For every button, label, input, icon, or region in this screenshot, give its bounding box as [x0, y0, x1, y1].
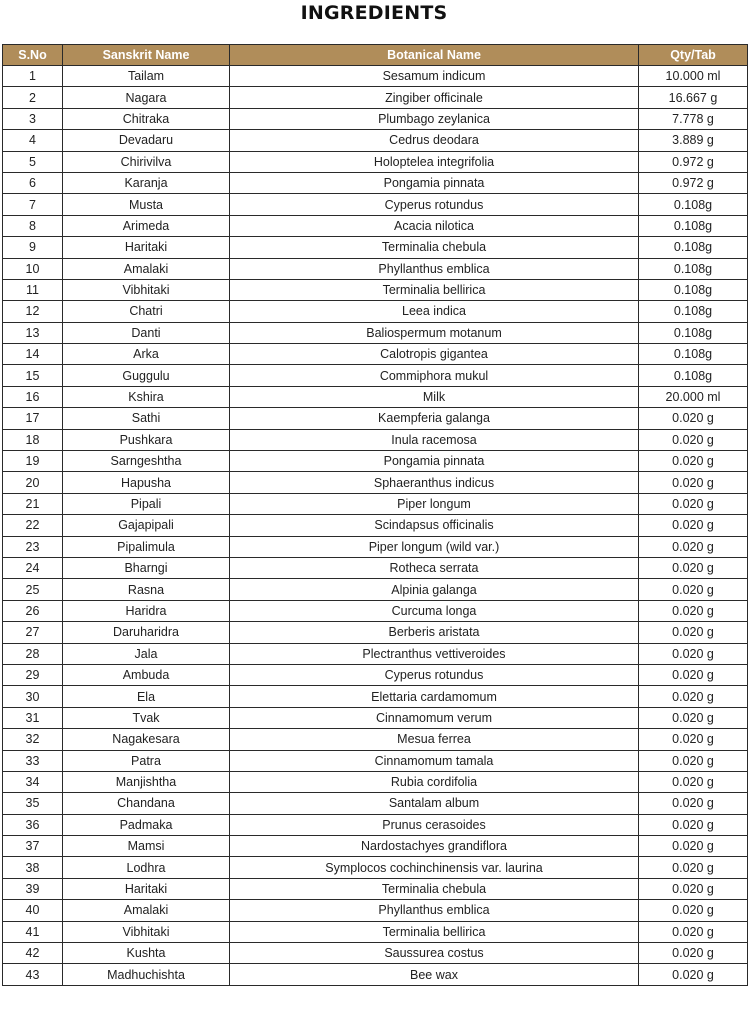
cell-qty-tab: 0.020 g [639, 664, 748, 685]
cell-qty-tab: 0.020 g [639, 600, 748, 621]
ingredients-table [2, 44, 748, 986]
cell-sanskrit-name: Jala [63, 643, 230, 664]
cell-qty-tab: 0.108g [639, 215, 748, 236]
cell-qty-tab: 0.020 g [639, 964, 748, 985]
cell-qty-tab: 0.020 g [639, 686, 748, 707]
cell-botanical-name: Elettaria cardamomum [230, 686, 639, 707]
cell-qty-tab: 0.020 g [639, 793, 748, 814]
cell-qty-tab: 0.108g [639, 237, 748, 258]
table-row [3, 87, 748, 108]
cell-botanical-name: Berberis aristata [230, 622, 639, 643]
cell-qty-tab: 0.020 g [639, 707, 748, 728]
cell-sanskrit-name: Danti [63, 322, 230, 343]
cell-sanskrit-name: Musta [63, 194, 230, 215]
cell-qty-tab: 0.020 g [639, 750, 748, 771]
table-row [3, 964, 748, 985]
cell-sanskrit-name: Devadaru [63, 130, 230, 151]
cell-botanical-name: Plumbago zeylanica [230, 108, 639, 129]
cell-sno: 33 [3, 750, 63, 771]
table-row [3, 664, 748, 685]
cell-botanical-name: Commiphora mukul [230, 365, 639, 386]
cell-sanskrit-name: Pushkara [63, 429, 230, 450]
cell-qty-tab: 0.020 g [639, 557, 748, 578]
cell-botanical-name: Cinnamomum tamala [230, 750, 639, 771]
table-row [3, 258, 748, 279]
cell-qty-tab: 0.020 g [639, 643, 748, 664]
table-row [3, 536, 748, 557]
header-botanical-name: Botanical Name [230, 45, 639, 66]
cell-sno: 35 [3, 793, 63, 814]
cell-sanskrit-name: Padmaka [63, 814, 230, 835]
table-row [3, 408, 748, 429]
table-row [3, 686, 748, 707]
cell-sno: 15 [3, 365, 63, 386]
table-row [3, 900, 748, 921]
cell-qty-tab: 0.108g [639, 344, 748, 365]
cell-qty-tab: 0.020 g [639, 536, 748, 557]
cell-qty-tab: 16.667 g [639, 87, 748, 108]
cell-botanical-name: Baliospermum motanum [230, 322, 639, 343]
cell-sno: 38 [3, 857, 63, 878]
cell-sno: 23 [3, 536, 63, 557]
table-row [3, 750, 748, 771]
cell-sanskrit-name: Madhuchishta [63, 964, 230, 985]
table-row [3, 386, 748, 407]
table-row [3, 172, 748, 193]
cell-sno: 31 [3, 707, 63, 728]
cell-botanical-name: Cyperus rotundus [230, 194, 639, 215]
cell-botanical-name: Sesamum indicum [230, 66, 639, 87]
cell-qty-tab: 0.020 g [639, 814, 748, 835]
cell-sno: 22 [3, 515, 63, 536]
table-row [3, 301, 748, 322]
cell-sno: 3 [3, 108, 63, 129]
header-sno: S.No [3, 45, 63, 66]
cell-sanskrit-name: Lodhra [63, 857, 230, 878]
table-row [3, 878, 748, 899]
cell-sno: 30 [3, 686, 63, 707]
cell-sanskrit-name: Ambuda [63, 664, 230, 685]
cell-botanical-name: Cyperus rotundus [230, 664, 639, 685]
table-row [3, 194, 748, 215]
cell-qty-tab: 0.020 g [639, 579, 748, 600]
cell-qty-tab: 0.020 g [639, 900, 748, 921]
cell-sno: 17 [3, 408, 63, 429]
cell-sanskrit-name: Patra [63, 750, 230, 771]
cell-sno: 11 [3, 279, 63, 300]
table-row [3, 451, 748, 472]
cell-botanical-name: Terminalia chebula [230, 237, 639, 258]
cell-sno: 36 [3, 814, 63, 835]
cell-qty-tab: 0.108g [639, 365, 748, 386]
cell-sno: 12 [3, 301, 63, 322]
cell-sno: 39 [3, 878, 63, 899]
cell-sanskrit-name: Vibhitaki [63, 279, 230, 300]
table-row [3, 130, 748, 151]
cell-botanical-name: Saussurea costus [230, 943, 639, 964]
cell-sno: 18 [3, 429, 63, 450]
cell-botanical-name: Inula racemosa [230, 429, 639, 450]
cell-botanical-name: Rotheca serrata [230, 557, 639, 578]
cell-botanical-name: Calotropis gigantea [230, 344, 639, 365]
table-row [3, 237, 748, 258]
cell-botanical-name: Acacia nilotica [230, 215, 639, 236]
cell-sno: 8 [3, 215, 63, 236]
cell-qty-tab: 0.020 g [639, 622, 748, 643]
cell-sanskrit-name: Pipalimula [63, 536, 230, 557]
table-row [3, 66, 748, 87]
cell-sno: 19 [3, 451, 63, 472]
table-row [3, 643, 748, 664]
cell-sanskrit-name: Chandana [63, 793, 230, 814]
table-row [3, 151, 748, 172]
cell-botanical-name: Pongamia pinnata [230, 172, 639, 193]
cell-botanical-name: Piper longum (wild var.) [230, 536, 639, 557]
cell-qty-tab: 0.020 g [639, 729, 748, 750]
cell-qty-tab: 20.000 ml [639, 386, 748, 407]
cell-sanskrit-name: Karanja [63, 172, 230, 193]
cell-sanskrit-name: Gajapipali [63, 515, 230, 536]
cell-botanical-name: Pongamia pinnata [230, 451, 639, 472]
cell-sanskrit-name: Nagara [63, 87, 230, 108]
cell-sno: 43 [3, 964, 63, 985]
cell-botanical-name: Phyllanthus emblica [230, 258, 639, 279]
cell-qty-tab: 0.020 g [639, 515, 748, 536]
table-row [3, 579, 748, 600]
cell-sanskrit-name: Sarngeshtha [63, 451, 230, 472]
cell-qty-tab: 0.108g [639, 194, 748, 215]
cell-botanical-name: Cedrus deodara [230, 130, 639, 151]
table-row [3, 921, 748, 942]
cell-qty-tab: 0.020 g [639, 472, 748, 493]
table-row [3, 557, 748, 578]
cell-sanskrit-name: Manjishtha [63, 771, 230, 792]
cell-botanical-name: Mesua ferrea [230, 729, 639, 750]
cell-sno: 16 [3, 386, 63, 407]
cell-sno: 4 [3, 130, 63, 151]
table-row [3, 814, 748, 835]
cell-sanskrit-name: Mamsi [63, 836, 230, 857]
header-qty-tab: Qty/Tab [639, 45, 748, 66]
cell-qty-tab: 3.889 g [639, 130, 748, 151]
table-row [3, 707, 748, 728]
cell-sanskrit-name: Kshira [63, 386, 230, 407]
cell-sno: 34 [3, 771, 63, 792]
cell-sanskrit-name: Amalaki [63, 900, 230, 921]
table-row [3, 771, 748, 792]
cell-qty-tab: 0.020 g [639, 878, 748, 899]
cell-botanical-name: Leea indica [230, 301, 639, 322]
cell-botanical-name: Plectranthus vettiveroides [230, 643, 639, 664]
cell-sno: 14 [3, 344, 63, 365]
cell-sanskrit-name: Chirivilva [63, 151, 230, 172]
table-row [3, 472, 748, 493]
cell-sanskrit-name: Chatri [63, 301, 230, 322]
cell-sno: 7 [3, 194, 63, 215]
cell-qty-tab: 0.020 g [639, 921, 748, 942]
cell-sno: 6 [3, 172, 63, 193]
cell-qty-tab: 10.000 ml [639, 66, 748, 87]
table-row [3, 857, 748, 878]
cell-sno: 21 [3, 493, 63, 514]
cell-botanical-name: Milk [230, 386, 639, 407]
cell-sanskrit-name: Amalaki [63, 258, 230, 279]
cell-sanskrit-name: Sathi [63, 408, 230, 429]
cell-sanskrit-name: Guggulu [63, 365, 230, 386]
cell-qty-tab: 7.778 g [639, 108, 748, 129]
table-row [3, 622, 748, 643]
cell-qty-tab: 0.108g [639, 279, 748, 300]
cell-qty-tab: 0.020 g [639, 943, 748, 964]
table-row [3, 108, 748, 129]
cell-botanical-name: Symplocos cochinchinensis var. laurina [230, 857, 639, 878]
table-row [3, 793, 748, 814]
cell-sno: 29 [3, 664, 63, 685]
cell-sanskrit-name: Haritaki [63, 237, 230, 258]
cell-sanskrit-name: Kushta [63, 943, 230, 964]
table-row [3, 344, 748, 365]
cell-botanical-name: Nardostachyes grandiflora [230, 836, 639, 857]
cell-botanical-name: Phyllanthus emblica [230, 900, 639, 921]
cell-botanical-name: Curcuma longa [230, 600, 639, 621]
cell-sanskrit-name: Haritaki [63, 878, 230, 899]
cell-botanical-name: Zingiber officinale [230, 87, 639, 108]
cell-qty-tab: 0.020 g [639, 836, 748, 857]
table-row [3, 600, 748, 621]
cell-botanical-name: Rubia cordifolia [230, 771, 639, 792]
cell-botanical-name: Kaempferia galanga [230, 408, 639, 429]
cell-qty-tab: 0.972 g [639, 151, 748, 172]
cell-sno: 25 [3, 579, 63, 600]
cell-sanskrit-name: Chitraka [63, 108, 230, 129]
cell-sno: 20 [3, 472, 63, 493]
cell-sanskrit-name: Arka [63, 344, 230, 365]
cell-sno: 40 [3, 900, 63, 921]
cell-sno: 27 [3, 622, 63, 643]
table-row [3, 322, 748, 343]
cell-qty-tab: 0.020 g [639, 857, 748, 878]
cell-sno: 28 [3, 643, 63, 664]
cell-botanical-name: Cinnamomum verum [230, 707, 639, 728]
cell-qty-tab: 0.020 g [639, 451, 748, 472]
cell-sanskrit-name: Bharngi [63, 557, 230, 578]
table-row [3, 836, 748, 857]
cell-qty-tab: 0.020 g [639, 771, 748, 792]
page-title: INGREDIENTS [300, 2, 448, 24]
cell-sanskrit-name: Rasna [63, 579, 230, 600]
cell-sno: 41 [3, 921, 63, 942]
cell-sno: 10 [3, 258, 63, 279]
cell-botanical-name: Prunus cerasoides [230, 814, 639, 835]
table-body [3, 66, 748, 986]
cell-qty-tab: 0.108g [639, 322, 748, 343]
cell-botanical-name: Piper longum [230, 493, 639, 514]
cell-botanical-name: Terminalia bellirica [230, 279, 639, 300]
cell-sanskrit-name: Vibhitaki [63, 921, 230, 942]
cell-qty-tab: 0.108g [639, 301, 748, 322]
cell-sno: 26 [3, 600, 63, 621]
cell-sanskrit-name: Pipali [63, 493, 230, 514]
cell-botanical-name: Terminalia chebula [230, 878, 639, 899]
table-row [3, 729, 748, 750]
cell-sno: 37 [3, 836, 63, 857]
table-row [3, 429, 748, 450]
cell-qty-tab: 0.020 g [639, 429, 748, 450]
table-row [3, 215, 748, 236]
table-header-row [3, 45, 748, 66]
cell-sanskrit-name: Daruharidra [63, 622, 230, 643]
cell-sanskrit-name: Hapusha [63, 472, 230, 493]
cell-sno: 5 [3, 151, 63, 172]
cell-qty-tab: 0.108g [639, 258, 748, 279]
cell-botanical-name: Santalam album [230, 793, 639, 814]
cell-qty-tab: 0.972 g [639, 172, 748, 193]
cell-sno: 1 [3, 66, 63, 87]
cell-sanskrit-name: Ela [63, 686, 230, 707]
cell-sno: 32 [3, 729, 63, 750]
cell-botanical-name: Alpinia galanga [230, 579, 639, 600]
table-row [3, 493, 748, 514]
cell-sno: 2 [3, 87, 63, 108]
cell-sanskrit-name: Haridra [63, 600, 230, 621]
cell-botanical-name: Terminalia bellirica [230, 921, 639, 942]
table-row [3, 943, 748, 964]
cell-botanical-name: Scindapsus officinalis [230, 515, 639, 536]
cell-botanical-name: Holoptelea integrifolia [230, 151, 639, 172]
cell-qty-tab: 0.020 g [639, 408, 748, 429]
cell-sanskrit-name: Nagakesara [63, 729, 230, 750]
table-row [3, 279, 748, 300]
cell-sno: 42 [3, 943, 63, 964]
table-row [3, 365, 748, 386]
cell-botanical-name: Bee wax [230, 964, 639, 985]
cell-sanskrit-name: Arimeda [63, 215, 230, 236]
cell-sanskrit-name: Tailam [63, 66, 230, 87]
cell-sno: 13 [3, 322, 63, 343]
table-row [3, 515, 748, 536]
cell-sno: 9 [3, 237, 63, 258]
cell-qty-tab: 0.020 g [639, 493, 748, 514]
cell-sno: 24 [3, 557, 63, 578]
header-sanskrit-name: Sanskrit Name [63, 45, 230, 66]
cell-sanskrit-name: Tvak [63, 707, 230, 728]
cell-botanical-name: Sphaeranthus indicus [230, 472, 639, 493]
